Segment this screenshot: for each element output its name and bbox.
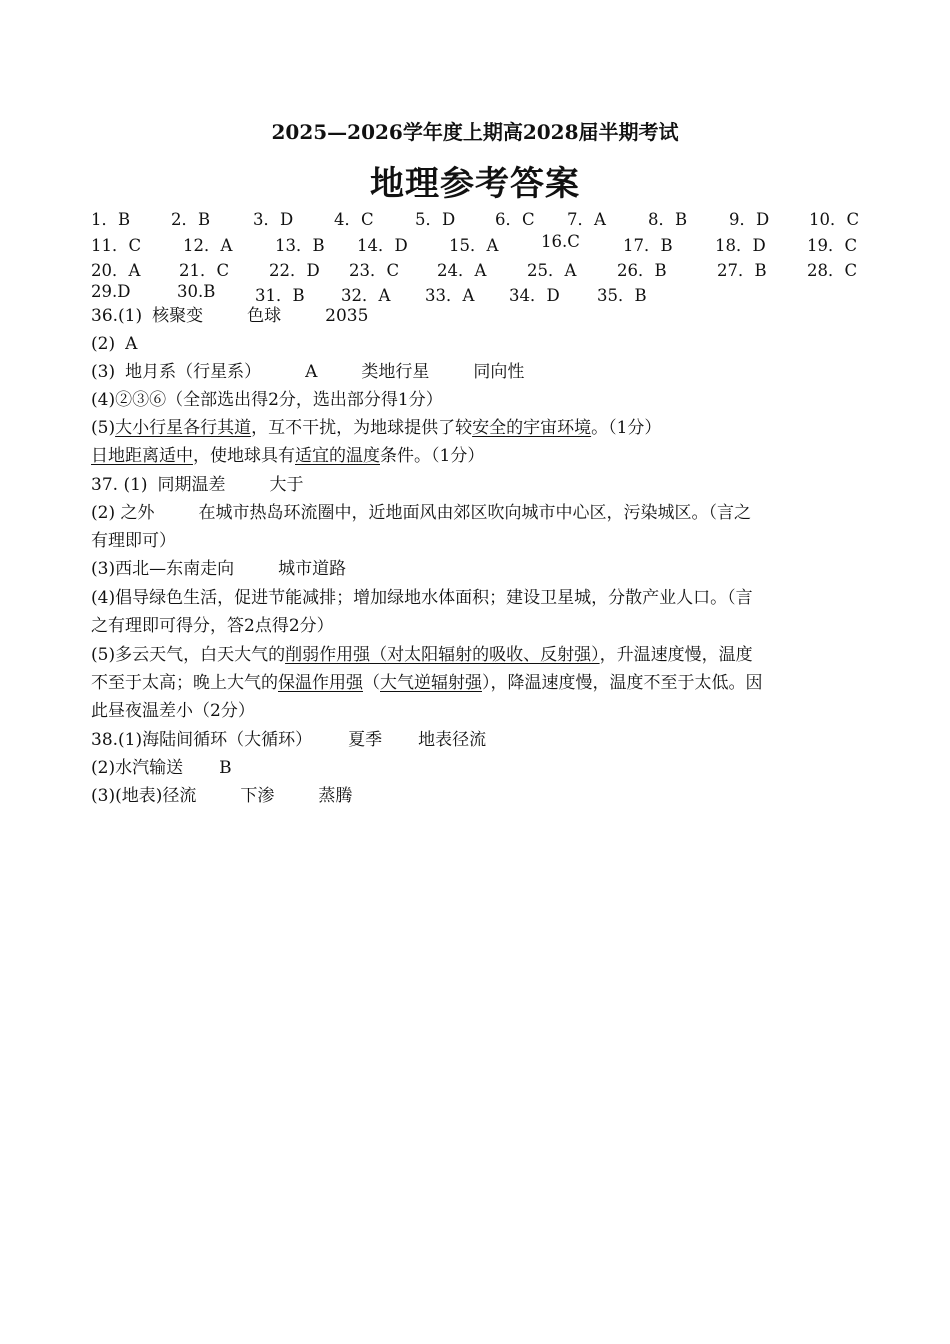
mc-answer: 23．C xyxy=(349,261,400,280)
part-label: (2)水汽输送 xyxy=(91,758,184,778)
mc-answers-row-1 xyxy=(91,206,861,230)
part-label: (3)西北—东南走向 xyxy=(91,559,235,579)
answer-text: 地表径流 xyxy=(418,730,487,750)
q37-part2-cont: 有理即可） xyxy=(91,531,176,551)
answer-text: （ xyxy=(363,673,380,693)
mc-answer: 22．D xyxy=(269,261,320,280)
key-point-underlined: 大气逆辐射强 xyxy=(380,673,482,693)
answer-text: 类地行星 xyxy=(361,362,430,382)
mc-answer: 3．D xyxy=(253,210,294,229)
answer-text: ，使地球具有 xyxy=(193,446,295,466)
mc-answer: 21．C xyxy=(179,261,230,280)
mc-answer: 24．A xyxy=(437,261,487,280)
mc-answer: 5．D xyxy=(415,210,456,229)
answer-text: 蒸腾 xyxy=(318,786,353,806)
mc-answer: 34．D xyxy=(509,286,560,305)
mc-answer: 10．C xyxy=(809,210,860,229)
answer-text: 夏季 xyxy=(348,730,383,750)
mc-answer: 28．C xyxy=(807,261,858,280)
answer-text: A xyxy=(305,362,318,382)
part-label: (3) xyxy=(91,362,116,382)
answer-text: 。（1分） xyxy=(591,418,662,438)
answer-text: 不至于太高；晚上大气的 xyxy=(91,673,278,693)
answer-text: 条件。（1分） xyxy=(380,446,485,466)
mc-answer: 18．D xyxy=(715,236,766,255)
key-point-underlined: 保温作用强 xyxy=(278,673,363,693)
answer-text: ，互不干扰，为地球提供了较 xyxy=(251,418,473,438)
q38-part3 xyxy=(91,782,863,810)
mc-answers-row-3 xyxy=(91,257,861,281)
answer-text: 同期温差 xyxy=(157,475,226,495)
key-point-underlined: 大小行星各行其道 xyxy=(115,418,252,438)
q36-part2 xyxy=(91,330,863,358)
answer-text: ），降温速度慢，温度不至于太低。因 xyxy=(482,673,763,693)
answer-text: 2035 xyxy=(325,306,369,326)
mc-answer: 7．A xyxy=(567,210,606,229)
mc-answer: 14．D xyxy=(357,236,408,255)
mc-answer: 26．B xyxy=(617,261,667,280)
q37-part1 xyxy=(91,471,863,499)
q36-part5-cont xyxy=(91,442,863,470)
q37-part3 xyxy=(91,555,863,583)
answer-text: 下渗 xyxy=(240,786,275,806)
mc-answer: 32．A xyxy=(341,286,391,305)
q38-part2 xyxy=(91,754,863,782)
mc-answer: 16.C xyxy=(541,232,580,251)
answer-text: 城市道路 xyxy=(278,559,347,579)
mc-answer: 27．B xyxy=(717,261,767,280)
mc-answer: 8．B xyxy=(648,210,688,229)
answer-text: (5)多云天气，白天大气的 xyxy=(91,645,286,665)
part-label: 37. (1) xyxy=(91,475,148,495)
key-point-underlined: 日地距离适中 xyxy=(91,446,193,466)
mc-answers-row-2 xyxy=(91,232,861,256)
q37-part5-cont xyxy=(91,669,863,697)
mc-answer: 4．C xyxy=(334,210,374,229)
mc-answer: 12．A xyxy=(183,236,233,255)
mc-answer: 35．B xyxy=(597,286,647,305)
q36-part5 xyxy=(91,414,863,442)
key-point-underlined: 安全的宇宙环境 xyxy=(472,418,592,438)
exam-title: 2025—2026学年度上期高2028届半期考试 xyxy=(271,120,679,144)
mc-answer: 15．A xyxy=(449,236,499,255)
answer-text: 在城市热岛环流圈中，近地面风由郊区吹向城市中心区，污染城区。（言之 xyxy=(198,503,751,523)
mc-answer: 29.D xyxy=(91,282,131,301)
part-label: (3)(地表)径流 xyxy=(91,786,197,806)
q36-part3 xyxy=(91,358,863,386)
q37-part5-end: 此昼夜温差小（2分） xyxy=(91,701,255,721)
part-label: 36.(1) xyxy=(91,306,143,326)
mc-answer: 17．B xyxy=(623,236,673,255)
mc-answer: 31．B xyxy=(255,286,305,305)
mc-answer: 20．A xyxy=(91,261,141,280)
answer-text: 同向性 xyxy=(473,362,525,382)
key-point-underlined: 适宜的温度 xyxy=(295,446,380,466)
answer-text: 地月系（行星系） xyxy=(125,362,262,382)
mc-answer: 11．C xyxy=(91,236,142,255)
answer-text: ，升温速度慢，温度 xyxy=(599,645,753,665)
subject-title: 地理参考答案 xyxy=(370,164,580,204)
mc-answer: 6．C xyxy=(495,210,535,229)
mc-answer: 19．C xyxy=(807,236,858,255)
part-label: (2) xyxy=(91,334,116,354)
answer-text: A xyxy=(125,334,138,354)
q37-part4-cont: 之有理即可得分，答2点得2分） xyxy=(91,616,334,636)
q37-part4: (4)倡导绿色生活，促进节能减排；增加绿地水体面积；建设卫星城，分散产业人口。（言 xyxy=(91,588,753,608)
q36-part1 xyxy=(91,302,863,330)
q38-part1 xyxy=(91,726,863,754)
answer-text: B xyxy=(219,758,232,778)
mc-answer: 1．B xyxy=(91,210,131,229)
mc-answer: 30.B xyxy=(177,282,216,301)
answer-text: 大于 xyxy=(269,475,304,495)
q36-part4: (4)②③⑥（全部选出得2分，选出部分得1分） xyxy=(91,390,443,410)
answer-text: 核聚变 xyxy=(152,306,204,326)
q37-part5 xyxy=(91,641,863,669)
mc-answer: 33．A xyxy=(425,286,475,305)
part-label: (2) 之外 xyxy=(91,503,155,523)
q37-part2 xyxy=(91,499,863,527)
key-point-underlined: 削弱作用强（对太阳辐射的吸收、反射强） xyxy=(285,645,600,665)
mc-answer: 9．D xyxy=(729,210,770,229)
part-label: (5) xyxy=(91,418,116,438)
mc-answer: 13．B xyxy=(275,236,325,255)
mc-answer: 25．A xyxy=(527,261,577,280)
answer-text: 色球 xyxy=(247,306,282,326)
mc-answer: 2．B xyxy=(171,210,211,229)
part-label: 38.(1)海陆间循环（大循环） xyxy=(91,730,313,750)
